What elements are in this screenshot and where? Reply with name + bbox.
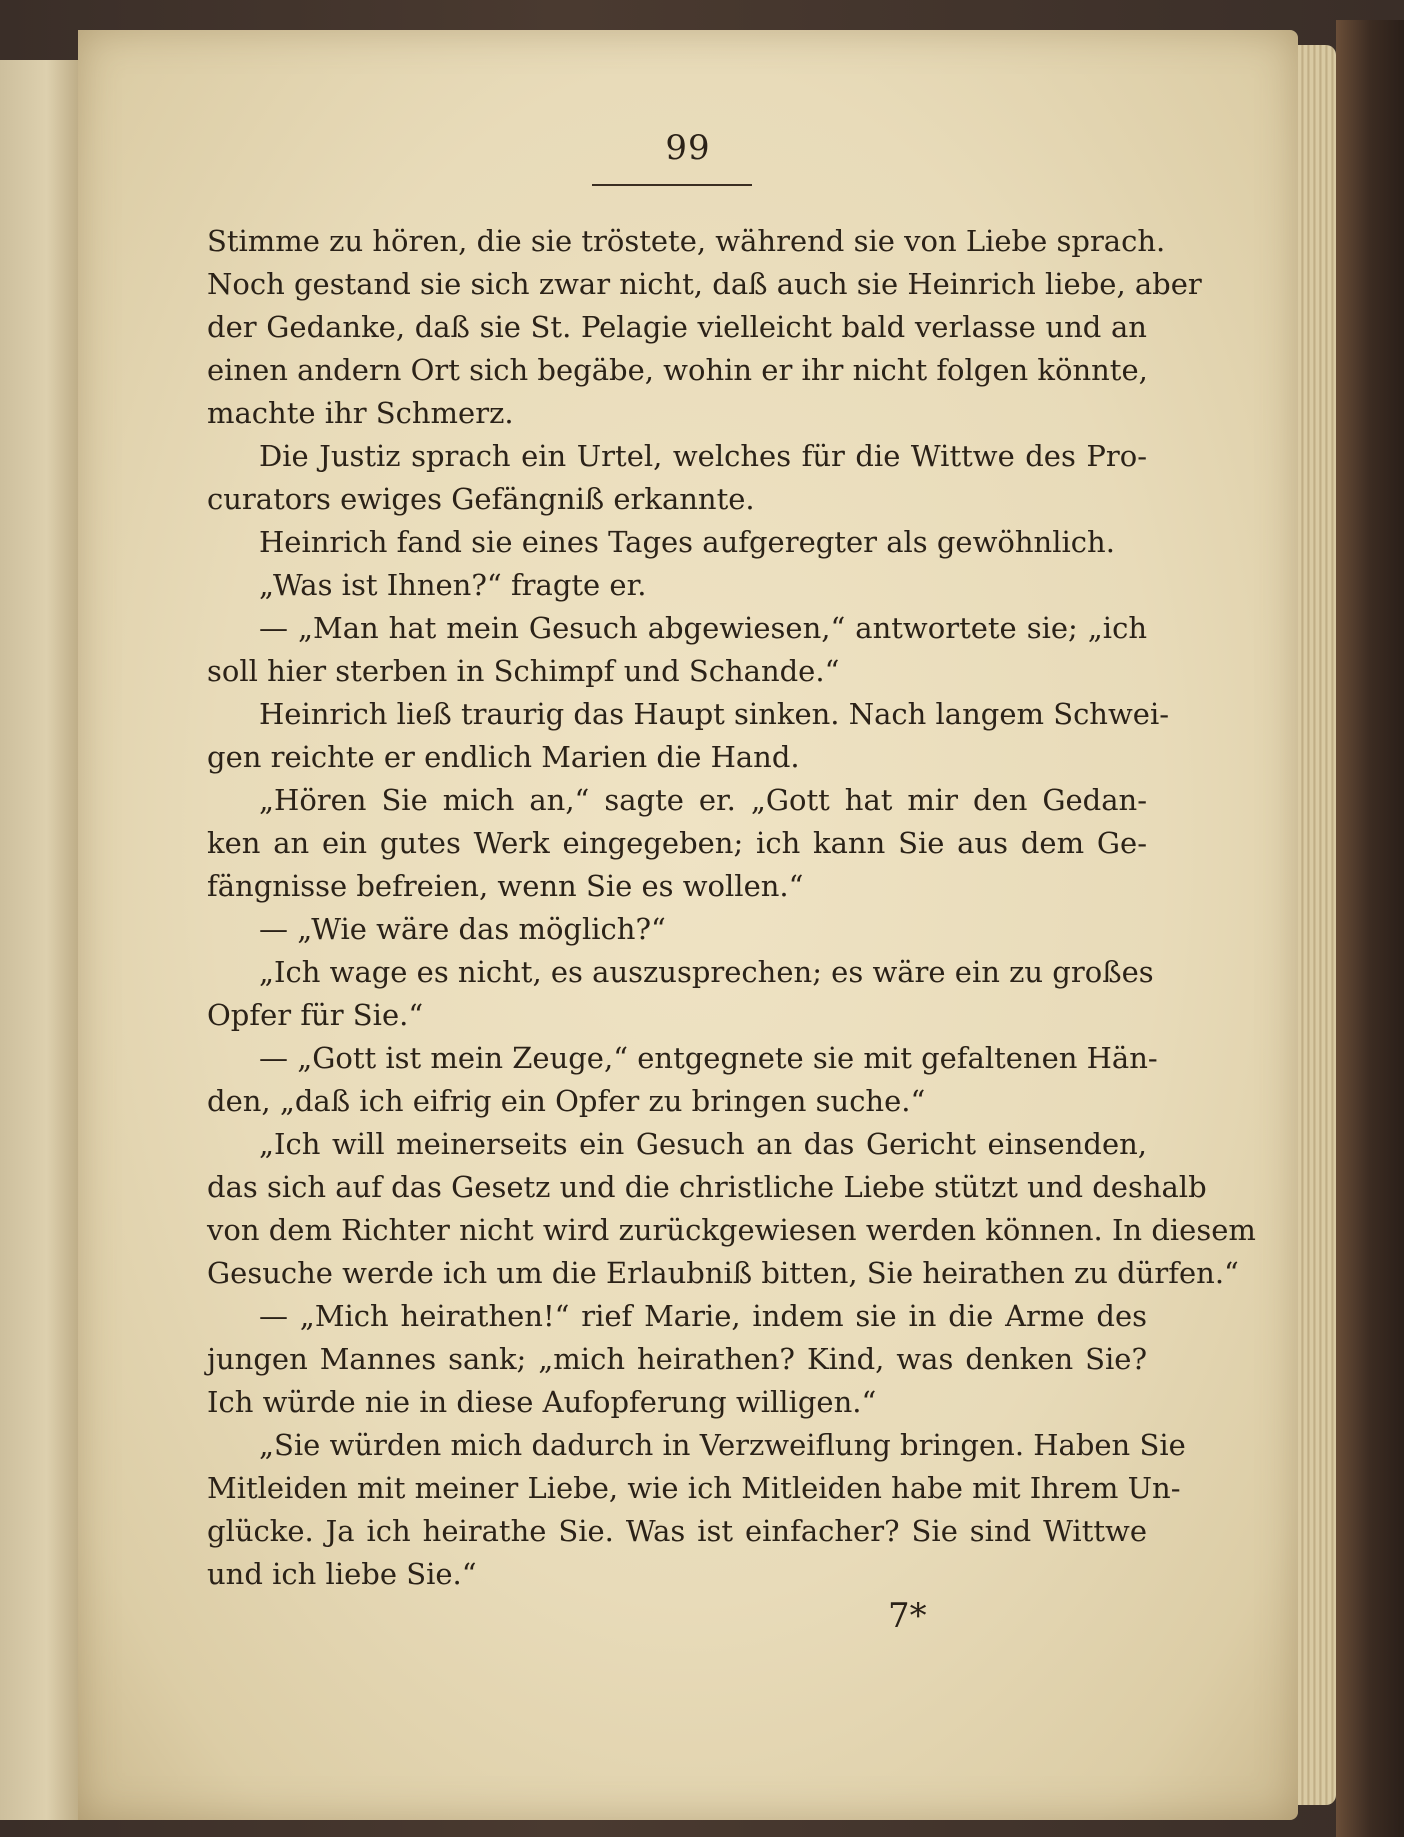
text-line: „Sie würden mich dadurch in Verzweiflung bringen. Haben Sie <box>259 1428 1186 1462</box>
text-line: Stimme zu hören, die sie tröstete, während sie von Liebe sprach. <box>207 224 1166 258</box>
text-line: soll hier sterben in Schimpf und Schande.“ <box>207 654 840 688</box>
page-stack-edge <box>1298 45 1336 1805</box>
header-rule <box>592 184 752 186</box>
text-line: — „Gott ist mein Zeuge,“ entgegnete sie mit gefaltenen Hän- <box>259 1041 1158 1075</box>
text-line: Heinrich fand sie eines Tages aufgeregter als gewöhnlich. <box>259 525 1115 559</box>
text-line: von dem Richter nicht wird zurückgewiesen werden können. In diesem <box>207 1213 1256 1247</box>
signature-mark: 7* <box>888 1596 927 1636</box>
left-page-edge <box>0 60 80 1820</box>
page-header <box>78 128 1298 168</box>
text-line: Ich würde nie in diese Aufopferung willigen.“ <box>207 1385 877 1419</box>
text-line: — „Wie wäre das möglich?“ <box>259 912 666 946</box>
text-line: gen reichte er endlich Marien die Hand. <box>207 740 800 774</box>
text-line: jungen Mannes sank; „mich heirathen? Kind, was denken Sie? <box>207 1342 1147 1376</box>
text-line: fängnisse befreien, wenn Sie es wollen.“ <box>207 869 804 903</box>
text-line: und ich liebe Sie.“ <box>207 1557 477 1591</box>
text-line: Mitleiden mit meiner Liebe, wie ich Mitleiden habe mit Ihrem Un- <box>207 1471 1181 1505</box>
text-line: Opfer für Sie.“ <box>207 998 424 1032</box>
text-line: curators ewiges Gefängniß erkannte. <box>207 482 755 516</box>
text-line: machte ihr Schmerz. <box>207 396 514 430</box>
text-line: „Was ist Ihnen?“ fragte er. <box>259 568 647 602</box>
text-line: „Ich wage es nicht, es auszusprechen; es wäre ein zu großes <box>259 955 1154 989</box>
text-line: ken an ein gutes Werk eingegeben; ich kann Sie aus dem Ge- <box>207 826 1147 860</box>
text-line: Heinrich ließ traurig das Haupt sinken. Nach langem Schwei- <box>259 697 1170 731</box>
text-line: „Hören Sie mich an,“ sagte er. „Gott hat mir den Gedan- <box>259 783 1147 817</box>
book-spine <box>1336 20 1404 1837</box>
text-line: glücke. Ja ich heirathe Sie. Was ist einfacher? Sie sind Wittwe <box>207 1514 1147 1548</box>
text-line: das sich auf das Gesetz und die christliche Liebe stützt und deshalb <box>207 1170 1207 1204</box>
text-line: — „Mich heirathen!“ rief Marie, indem sie in die Arme des <box>259 1299 1147 1333</box>
text-line: Die Justiz sprach ein Urtel, welches für die Wittwe des Pro- <box>259 439 1147 473</box>
text-line: einen andern Ort sich begäbe, wohin er ihr nicht folgen könnte, <box>207 353 1148 387</box>
text-line: „Ich will meinerseits ein Gesuch an das Gericht einsenden, <box>259 1127 1147 1161</box>
text-line: den, „daß ich eifrig ein Opfer zu bringen suche.“ <box>207 1084 926 1118</box>
body-text <box>207 220 1256 1596</box>
text-line: Noch gestand sie sich zwar nicht, daß auch sie Heinrich liebe, aber <box>207 267 1202 301</box>
text-line: Gesuche werde ich um die Erlaubniß bitten, Sie heirathen zu dürfen.“ <box>207 1256 1239 1290</box>
text-line: der Gedanke, daß sie St. Pelagie vielleicht bald verlasse und an <box>207 310 1147 344</box>
text-line: — „Man hat mein Gesuch abgewiesen,“ antwortete sie; „ich <box>259 611 1147 645</box>
page-number: 99 <box>665 128 711 168</box>
